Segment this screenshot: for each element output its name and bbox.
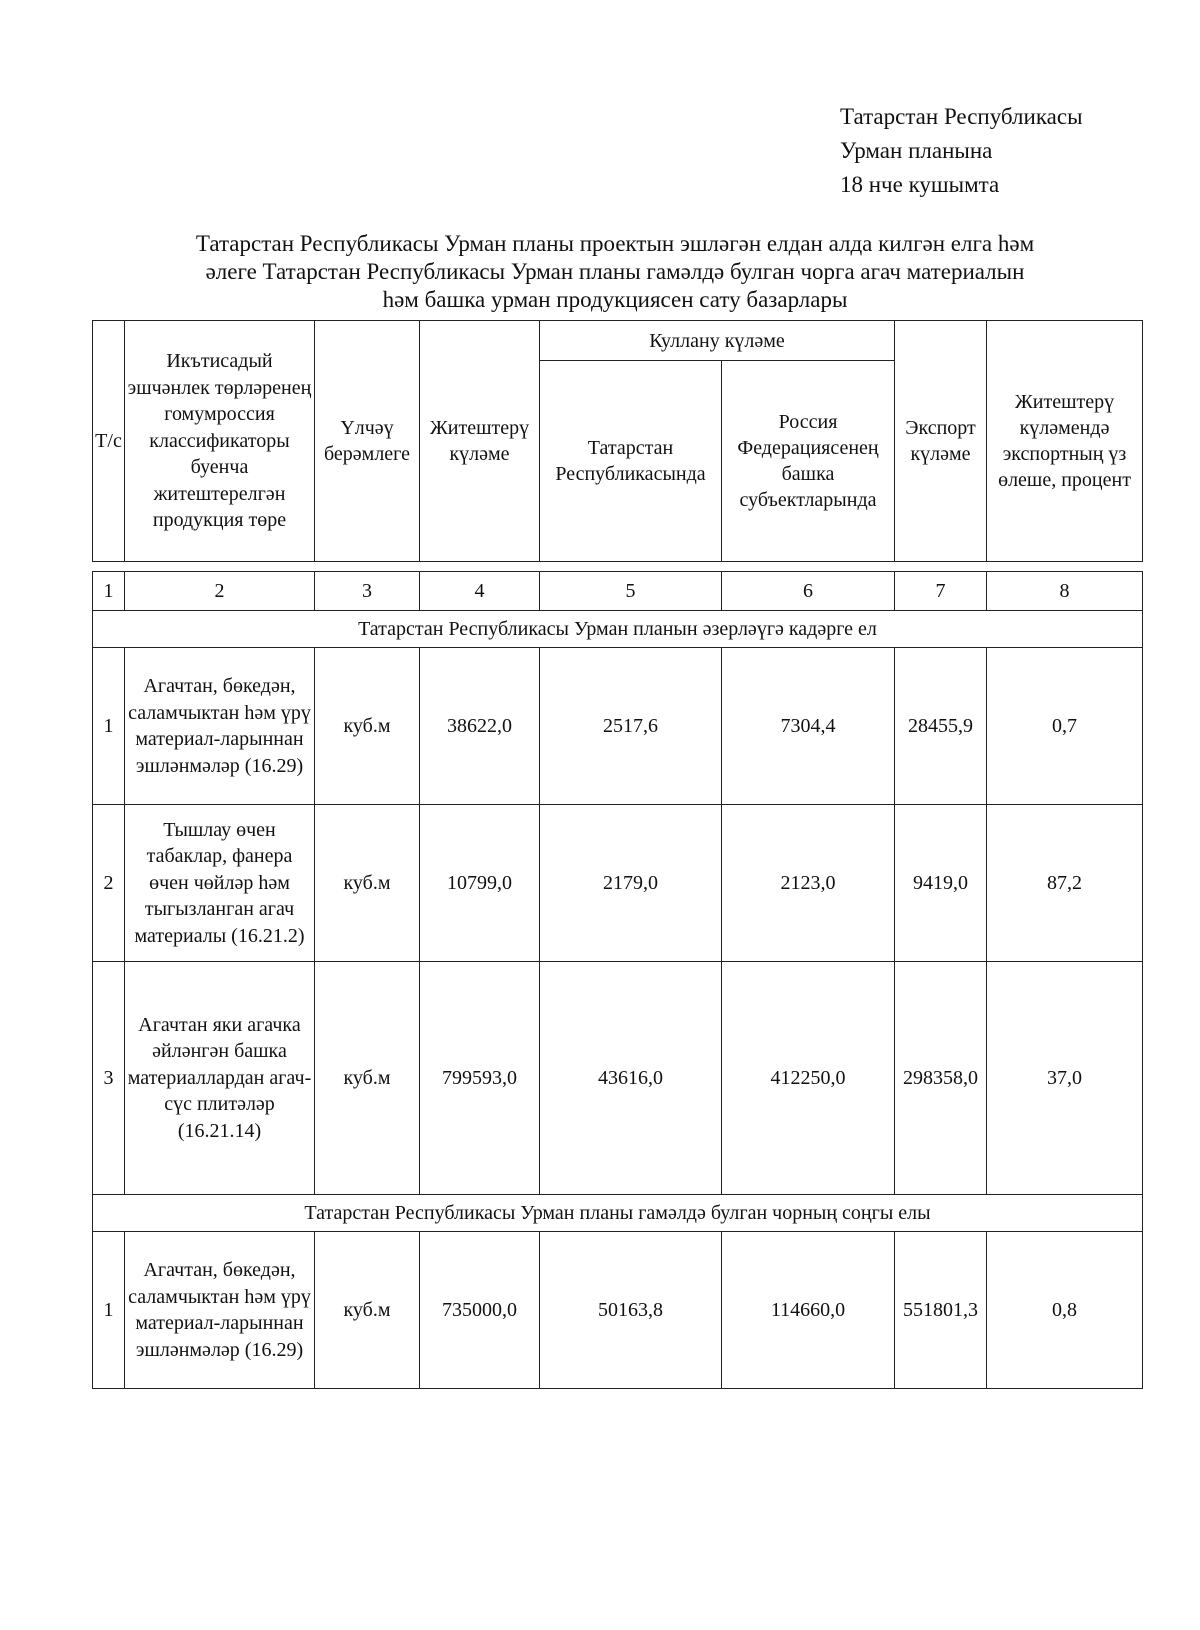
production-volume: 799593,0: [420, 962, 540, 1195]
column-number: 1: [93, 572, 125, 611]
header-row-num: Т/с: [93, 321, 125, 562]
section-header-row: [93, 1195, 1143, 1232]
table-row: [93, 962, 1143, 1195]
column-number: 8: [987, 572, 1143, 611]
header-usage-group: Куллану күләме: [540, 321, 895, 361]
export-share: 0,7: [987, 648, 1143, 805]
annex-line-1: Татарстан Республикасы: [840, 104, 1083, 129]
annex-line-2: Урман планына: [840, 138, 993, 163]
column-number: 4: [420, 572, 540, 611]
production-volume: 10799,0: [420, 805, 540, 962]
russia-volume: 114660,0: [722, 1232, 895, 1389]
table-header: [92, 320, 1143, 562]
section-title: Татарстан Республикасы Урман планы гамәлдә булган чорның соңгы елы: [93, 1195, 1143, 1232]
header-export: Экспорт күләме: [895, 321, 987, 562]
row-number: 3: [93, 962, 125, 1195]
title-line-2: әлеге Татарстан Республикасы Урман планы гамәлдә булган чорга агач материалын: [205, 259, 1025, 284]
section-title: Татарстан Республикасы Урман планын әзерләүгә кадәрге ел: [93, 611, 1143, 648]
title-line-1: Татарстан Республикасы Урман планы проектын эшләгән елдан алда килгән елга һәм: [195, 231, 1035, 256]
row-number: 1: [93, 648, 125, 805]
russia-volume: 2123,0: [722, 805, 895, 962]
header-russia: Россия Федерациясенең башка субъектларында: [722, 361, 895, 562]
annex-label: [840, 100, 1083, 202]
table-row: [93, 648, 1143, 805]
unit: куб.м: [315, 648, 420, 805]
unit: куб.м: [315, 1232, 420, 1389]
export-volume: 28455,9: [895, 648, 987, 805]
production-volume: 38622,0: [420, 648, 540, 805]
russia-volume: 412250,0: [722, 962, 895, 1195]
row-number: 1: [93, 1232, 125, 1389]
export-volume: 551801,3: [895, 1232, 987, 1389]
title-line-3: һәм башка урман продукциясен сату базарлары: [382, 287, 848, 312]
column-number: 3: [315, 572, 420, 611]
column-number: 2: [125, 572, 315, 611]
export-volume: 9419,0: [895, 805, 987, 962]
column-number: 7: [895, 572, 987, 611]
table-row: [93, 1232, 1143, 1389]
annex-line-3: 18 нче кушымта: [840, 172, 1000, 197]
export-share: 37,0: [987, 962, 1143, 1195]
header-unit: Үлчәү берәмлеге: [315, 321, 420, 562]
column-number: 6: [722, 572, 895, 611]
export-share: 0,8: [987, 1232, 1143, 1389]
unit: куб.м: [315, 805, 420, 962]
header-export-share: Житештерү күләмендә экспортның үз өлеше, процент: [987, 321, 1143, 562]
row-number: 2: [93, 805, 125, 962]
product-name: Агачтан яки агачка әйләнгән башка материаллардан агач-сүс плитәләр (16.21.14): [125, 962, 315, 1195]
product-name: Агачтан, бөкедән, саламчыктан һәм үрү материал-ларыннан эшләнмәләр (16.29): [125, 1232, 315, 1389]
header-product-type: Икътисадый эшчәнлек төрләренең гомумроссия классификаторы буенча житештерелгән продукция төре: [125, 321, 315, 562]
tatarstan-volume: 43616,0: [540, 962, 722, 1195]
production-volume: 735000,0: [420, 1232, 540, 1389]
product-name: Тышлау өчен табаклар, фанера өчен чөйләр һәм тыгызланган агач материалы (16.21.2): [125, 805, 315, 962]
tatarstan-volume: 2179,0: [540, 805, 722, 962]
unit: куб.м: [315, 962, 420, 1195]
export-share: 87,2: [987, 805, 1143, 962]
tatarstan-volume: 2517,6: [540, 648, 722, 805]
russia-volume: 7304,4: [722, 648, 895, 805]
header-production: Житештерү күләме: [420, 321, 540, 562]
header-tatarstan: Татарстан Республикасында: [540, 361, 722, 562]
column-number: 5: [540, 572, 722, 611]
tatarstan-volume: 50163,8: [540, 1232, 722, 1389]
export-volume: 298358,0: [895, 962, 987, 1195]
table-row: [93, 805, 1143, 962]
column-numbers-row: [93, 572, 1143, 611]
section-header-row: [93, 611, 1143, 648]
table-body: [92, 571, 1143, 1389]
document-title: [90, 230, 1140, 314]
product-name: Агачтан, бөкедән, саламчыктан һәм үрү материал-ларыннан эшләнмәләр (16.29): [125, 648, 315, 805]
